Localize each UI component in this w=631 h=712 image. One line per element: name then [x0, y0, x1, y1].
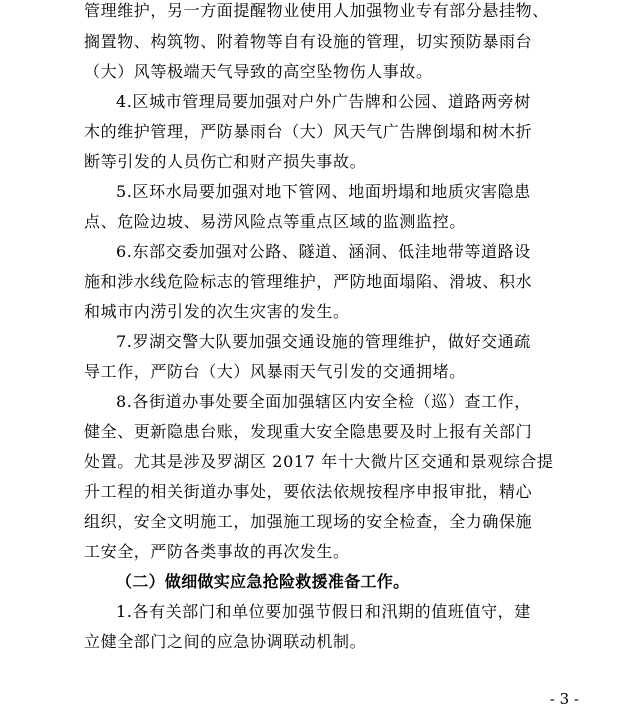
text-line: 处置。尤其是涉及罗湖区 2017 年十大微片区交通和景观综合提 — [84, 452, 554, 471]
text-line: 木的维护管理，严防暴雨台（大）风天气广告牌倒塌和树木折 — [84, 122, 533, 141]
text-line: 和城市内涝引发的次生灾害的发生。 — [84, 302, 350, 321]
paragraph-5-start: 5.区环水局要加强对地下管网、地面坍塌和地质灾害隐患 — [116, 182, 531, 201]
paragraph-6-start: 6.东部交委加强对公路、隧道、涵洞、低洼地带等道路设 — [116, 242, 531, 261]
text-line: 立健全部门之间的应急协调联动机制。 — [84, 632, 367, 651]
paragraph-4-start: 4.区城市管理局要加强对户外广告牌和公园、道路两旁树 — [116, 92, 531, 111]
text-line: 施和涉水线危险标志的管理维护，严防地面塌陷、滑坡、积水 — [84, 272, 533, 291]
section-heading: （二）做细做实应急抢险救援准备工作。 — [116, 572, 410, 591]
text-line: 健全、更新隐患台账，发现重大安全隐患要及时上报有关部门 — [84, 422, 533, 441]
paragraph-7-start: 7.罗湖交警大队要加强交通设施的管理维护，做好交通疏 — [116, 332, 531, 351]
text-line: 升工程的相关街道办事处，要依法依规按程序申报审批，精心 — [84, 482, 533, 501]
text-line: 工安全，严防各类事故的再次发生。 — [84, 542, 350, 561]
text-line: 管理维护，另一方面提醒物业使用人加强物业专有部分悬挂物、 — [84, 1, 549, 20]
paragraph-8-start: 8.各街道办事处要全面加强辖区内安全检（巡）查工作， — [116, 392, 531, 411]
text-line: 点、危险边坡、易涝风险点等重点区域的监测监控。 — [84, 212, 466, 231]
text-line: 组织，安全文明施工，加强施工现场的安全检查，全力确保施 — [84, 512, 533, 531]
paragraph-1-start: 1.各有关部门和单位要加强节假日和汛期的值班值守，建 — [116, 602, 531, 621]
text-line: （大）风等极端天气导致的高空坠物伤人事故。 — [84, 62, 433, 81]
text-line: 断等引发的人员伤亡和财产损失事故。 — [84, 152, 367, 171]
text-line: 搁置物、构筑物、附着物等自有设施的管理，切实预防暴雨台 — [84, 32, 533, 51]
text-line: 导工作，严防台（大）风暴雨天气引发的交通拥堵。 — [84, 362, 466, 381]
page-number: - 3 - — [549, 690, 579, 708]
